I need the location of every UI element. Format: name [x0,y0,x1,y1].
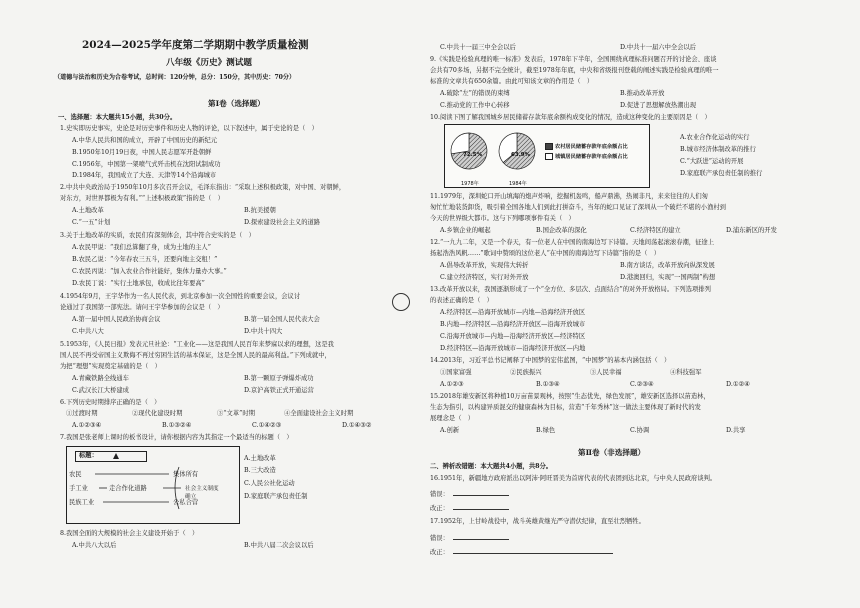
board-right-4: 社会主义制度 [185,486,219,492]
q15-stem: 15.2018年雄安新区将种植10万亩苗景观林，按照“生态优先，绿色发展”，雄安新区选择以苗造林， [430,393,710,400]
q12-option-c[interactable]: C.建立经济特区，实行对外开放 [440,274,529,281]
q16-fix [430,503,509,513]
part1-title: 第Ⅰ卷（选择题） [208,99,265,108]
q3-option-b[interactable]: B.农民乙说：“今年春农三五斗，还要向地主交租！” [72,256,218,263]
q15-stem-3: 展理念是（ ） [430,415,475,422]
q5-stem-2: 国人民不再受帝国主义欺侮不再过穷困生活的基本保证，这是全国人民的最高利益。”下列成就中， [60,352,331,359]
pie-1-year-label: 1984年 [509,181,527,187]
q11-stem-2: 匆忙忙地装货卸货，吸引着全国各地人们到此打拼奋斗，当年的蛇口见证了深圳从一个破烂不堪的小渔村到 [430,204,726,211]
q8-option-a[interactable]: A.中共八大以后 [72,542,117,549]
q14-option-d[interactable]: D.①②④ [726,381,750,388]
q5-stem: 5.1953年，《人民日报》发表元旦社论：“工业化——这是我国人民百年来梦寐以求的理想，这是我 [60,341,334,348]
pie-0-year-label: 1978年 [461,181,479,187]
q2-stem-2: 对东方，对世界都极为有利。”“上述积极政策”指的是（ ） [60,195,224,202]
q17-wrong-blank[interactable] [453,533,509,540]
q9-option-b[interactable]: B.推动改革开放 [620,90,665,97]
pie-0-slice-1 [451,133,469,154]
q11-option-d[interactable]: D.浦东新区的开发 [726,227,777,234]
board-right-3: 公私合营 [173,499,199,506]
q8-option-d[interactable]: D.中共十一届六中全会以后 [620,44,697,51]
q8-option-b[interactable]: B.中共八届二次会议以后 [244,542,314,549]
q16-wrong-label: 错误： [430,491,449,498]
q9-stem-3: 标准的文章共有650余篇。由此可知该文章的作用是（ ） [430,78,594,85]
q7-option-d[interactable]: D.家庭联产承包责任制 [244,493,308,500]
q13-option-c[interactable]: C.沿海开放城市—内地—沿海经济开放区—经济特区 [440,333,586,340]
q1-option-b[interactable]: B.1950年10月19日夜，中国人民志愿军开赴朝鲜 [72,149,212,156]
q15-option-b[interactable]: B.绿色 [536,427,556,434]
q2-option-c[interactable]: C.“一五”计划 [72,219,111,226]
q10-stem: 10.阅读下图了解我国城乡居民储蓄存款年底余额构成变化的情况，造成这种变化的主要原因是（ ） [430,114,711,121]
q7-option-c[interactable]: C.人民公社化运动 [244,480,295,487]
board-bottom: 确立 [185,494,197,500]
legend-rural [545,143,628,150]
q10-option-d[interactable]: D.家庭联产承包责任制的推行 [680,170,763,177]
q2-option-d[interactable]: D.探索建设社会主义的道路 [244,219,321,226]
q9-option-c[interactable]: C.推动党的工作中心转移 [440,102,510,109]
legend-swatch-rural [545,143,553,150]
q9-option-a[interactable]: A.破除“左”的错误的束缚 [440,90,510,97]
q3-option-d[interactable]: D.农民丁说：“实行土地承包，收成比往年要高” [72,280,205,287]
board-left-1: 农民 [69,471,82,478]
q5-stem-3: 为把“理想”实现奠定基础的是（ ） [60,363,161,370]
q11-option-a[interactable]: A.乡镇企业的崛起 [440,227,491,234]
legend-swatch-urban [545,153,553,160]
q6-item-1: ①过渡时期 [66,410,98,417]
q2-stem: 2.中共中央政治局于1950年10月多次召开会议，毛泽东指出：“采取上述积极政策，对中国、对朝鲜， [60,184,346,191]
q12-stem-2: 扬起浩浩风帆……”歌词中赞颂的这位老人“在中国的南海边写下诗篇”指的是（ ） [430,250,661,257]
q17-fix [430,547,613,557]
q10-option-a[interactable]: A.农业合作化运动的实行 [680,134,750,141]
seal-icon [392,293,410,311]
q13-stem: 13.改革开放以来，我国逐渐形成了一个“全方位、多层次、点面结合”的对外开放格局。下列选项排列 [430,286,711,293]
q6-item-4: ④全面建设社会主义时期 [284,410,354,417]
q6-item-3: ③“文革”时期 [217,410,255,417]
q1-option-d[interactable]: D.1984年，我国成立了大连、天津等14个沿海城市 [72,172,217,179]
savings-pie-chart [444,124,650,188]
q7-stem: 7.我国是张老师上课时的板书设计，请你根据内容为其指定一个最适当的标题（ ） [60,434,293,441]
q16-wrong-blank[interactable] [453,489,509,496]
q5-option-d[interactable]: D.京沪高铁正式开通运营 [244,387,314,394]
q7-option-a[interactable]: A.土地改革 [244,455,276,462]
q3-option-c[interactable]: C.农民丙说：“加入农业合作社能好，集体力量办大事。” [72,268,227,275]
q1-stem: 1.史实即历史事实，史论是对历史事件和历史人物的评论，以下叙述中，属于史论的是（ ） [60,125,318,132]
q4-option-b[interactable]: B.第一届全国人民代表大会 [244,316,320,323]
q11-stem: 11.1979年，深圳蛇口开山填海的炮声炸响，挖掘机轰鸣，船声鼎沸，热闹非凡，来来往往的人们匆 [430,193,708,200]
legend-rural-label: 农村居民储蓄存款年底余额占比 [555,144,628,150]
q15-option-d[interactable]: D.共享 [726,427,746,434]
q15-option-c[interactable]: C.协调 [630,427,650,434]
q5-option-c[interactable]: C.武汉长江大桥建成 [72,387,129,394]
q6-item-2: ②现代化建设时期 [132,410,183,417]
board-left-2: 手工业 [69,485,88,492]
q16-stem: 16.1951年，新疆地方政府派出以阿沛·阿旺晋美为首席代表的代表团到达北京，与中央人民政府谈判。 [430,475,717,482]
q8-option-c[interactable]: C.中共十一届三中全会以后 [440,44,516,51]
q16-wrong [430,489,509,499]
q9-stem: 9.《实践是检验真理的唯一标准》发表后，1978年下半年，全国围绕真理标准问题召开的讨论会、座谈 [430,56,717,63]
q12-option-d[interactable]: D.港澳回归，实现“一国两制”构想 [620,274,716,281]
q14-item-2: ②民族振兴 [510,369,542,376]
q15-option-a[interactable]: A.创新 [440,427,460,434]
q16-fix-label: 改正： [430,505,449,512]
q5-option-b[interactable]: B.第一颗原子弹爆炸成功 [244,375,314,382]
q3-option-a[interactable]: A.农民甲说：“我们总算翻了身，成为土地的主人” [72,244,211,251]
q12-option-b[interactable]: B.南方谈话，改革开放向纵深发展 [620,262,715,269]
q13-option-d[interactable]: D.经济特区—沿海开放城市—沿海经济开放区—内地 [440,345,586,352]
q11-option-b[interactable]: B.国企改革的深化 [536,227,587,234]
q6-option-a[interactable]: A.①②③④ [72,422,102,429]
q6-option-d[interactable]: D.①④③② [342,422,372,429]
q17-fix-label: 改正： [430,549,449,556]
exam-note: （道德与法治和历史为合卷考试，总时间：120分钟，总分：150分，其中历史：70分） [54,74,296,81]
q16-fix-blank[interactable] [453,503,509,510]
q6-option-b[interactable]: B.①③②④ [162,422,192,429]
pie-1-value-label: 63.9% [511,152,531,158]
part2-title: 第Ⅱ卷（非选择题） [578,448,646,457]
pie-0-value-label: 72.5% [463,152,483,158]
q6-option-c[interactable]: C.①④②③ [252,422,282,429]
q14-item-3: ③人民幸福 [590,369,622,376]
q10-option-b[interactable]: B.城市经济体制改革的推行 [680,146,756,153]
q2-option-b[interactable]: B.抗美援朝 [244,207,276,214]
q4-option-c[interactable]: C.中共八大 [72,328,104,335]
q7-option-b[interactable]: B.三大改造 [244,467,276,474]
q17-wrong [430,533,509,543]
q4-stem: 4.1954年9月，王宇华作为一名人民代表，到北京参加一次全国性的重要会议，会议讨 [60,293,301,300]
q15-stem-2: 生态为指引，以构建异质混交的健康森林为目标，营造“千年秀林”这一做法主要体现了新时代的发 [430,404,701,411]
q14-option-a[interactable]: A.①②③ [440,381,464,388]
q9-option-d[interactable]: D.促进了思想解放热潮出现 [620,102,697,109]
q14-item-4: ④科技强军 [670,369,702,376]
q10-option-c[interactable]: C.“大跃进”运动的开展 [680,158,744,165]
board-right-2: 走合作化道路 [109,485,147,492]
q3-stem: 3.关于土地改革的实质，农民们有深刻体会，其中符合史实的是（ ） [60,232,255,239]
part1-intro: 一、选择题：本大题共15小题，共30分。 [58,114,177,121]
board-title: 标题： [79,452,98,459]
q13-stem-2: 的表述正确的是（ ） [430,297,493,304]
q17-wrong-label: 错误： [430,535,449,542]
q11-stem-3: 今天的世界级大都市。这与下列哪项事件有关（ ） [430,215,575,222]
q14-option-b[interactable]: B.①③④ [536,381,560,388]
q13-option-b[interactable]: B.内地—经济特区—沿海经济开放区—沿海开放城市 [440,321,586,328]
q17-fix-blank[interactable] [453,547,613,554]
q4-option-a[interactable]: A.第一届中国人民政治协商会议 [72,316,161,323]
exam-subject: 八年级《历史》测试题 [166,58,252,68]
q9-stem-2: 会共有70多场，另据不完全统计，截至1978年年底，中央和省级报刊登载的阐述实践是检验真理的唯一 [430,67,719,74]
legend-urban [545,153,628,160]
board-arrows [67,447,239,523]
q13-option-a[interactable]: A.经济特区—沿海开放城市—内地—沿海经济开放区 [440,309,586,316]
board-right-1: 集体所有 [173,471,199,478]
blackboard-diagram [66,446,240,524]
q1-option-c[interactable]: C.1956年，中国第一架喷气式歼击机在沈阳试制成功 [72,161,221,168]
q12-stem: 12.“一九九二年，又是一个春天，有一位老人在中国的南海边写下诗篇。天地间荡起滚滚春潮，征途上 [430,239,714,246]
exam-title: 2024—2025学年度第二学期期中教学质量检测 [82,39,309,51]
q12-option-a[interactable]: A.倡导改革开放，实现伟大转折 [440,262,529,269]
q14-stem: 14.2013年，习近平总书记阐释了中国梦的宏伟蓝图，“中国梦”的基本内涵包括（ ） [430,357,671,364]
q17-stem: 17.1952年，上甘岭战役中，战斗英雄黄继光严守潜伏纪律，直至壮烈牺牲。 [430,518,645,525]
q14-option-c[interactable]: C.②③④ [630,381,654,388]
board-left-3: 民族工业 [69,499,95,506]
q14-item-1: ①国家富强 [440,369,472,376]
legend-urban-label: 城镇居民储蓄存款年底余额占比 [555,154,628,160]
q6-stem: 6.下列历史时期排序正确的是（ ） [60,399,161,406]
q5-option-a[interactable]: A.青藏铁路全线通车 [72,375,129,382]
part2-intro: 二、辨析改错题：本大题共4小题，共8分。 [430,463,553,470]
q1-option-a[interactable]: A.中华人民共和国的成立，开辟了中国历史的新纪元 [72,137,218,144]
q2-option-a[interactable]: A.土地改革 [72,207,104,214]
q4-stem-2: 论通过了我国第一部宪法。请问王宇华参加的会议是（ ） [60,304,224,311]
q8-stem: 8.我国全面的大规模的社会主义建设开始于（ ） [60,530,199,537]
q11-option-c[interactable]: C.经济特区的建立 [630,227,681,234]
q4-option-d[interactable]: D.中共十四大 [244,328,283,335]
